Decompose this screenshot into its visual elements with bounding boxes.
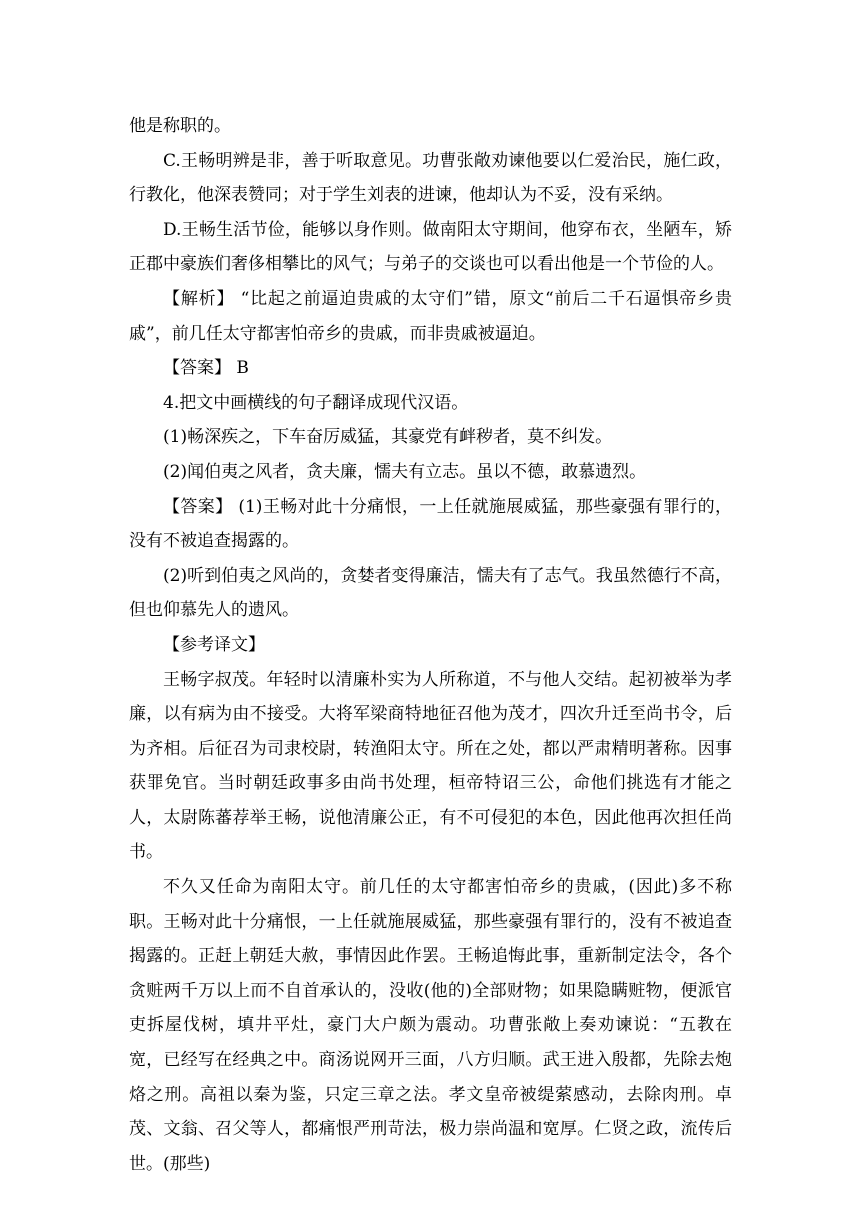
translation-paragraph-1: 王畅字叔茂。年轻时以清廉朴实为人所称道，不与他人交结。起初被举为孝廉，以有病为由不接受。大将军梁商特地征召他为茂才，四次升迁至尚书令，后为齐相。后征召为司隶校尉，转渔阳太守。所在之处，都以严肃精明著称。因事获罪免官。当时朝廷政事多由尚书处理，桓帝特诏三公，命他们挑选有才能之人，太尉陈蕃荐举王畅，说他清廉公正，有不可侵犯的本色，因此他再次担任尚书。 xyxy=(129,669,732,863)
answer-4-2: (2)听到伯夷之风尚的，贪婪者变得廉洁，懦夫有了志气。我虽然德行不高，但也仰慕先人的遗风。 xyxy=(129,565,732,621)
option-d: D.王畅生活节俭，能够以身作则。做南阳太守期间，他穿布衣，坐陋车，矫正郡中豪族们奢侈相攀比的风气；与弟子的交谈也可以看出他是一个节俭的人。 xyxy=(129,219,732,275)
answer-4-1: 【答案】 (1)王畅对此十分痛恨，一上任就施展威猛，那些豪强有罪行的，没有不被追查揭露的。 xyxy=(129,496,732,552)
translation-heading: 【参考译文】 xyxy=(163,634,265,655)
sentence-1: (1)畅深疾之，下车奋厉威猛，其豪党有衅秽者，莫不纠发。 xyxy=(163,427,613,448)
option-c: C.王畅明辨是非，善于听取意见。功曹张敞劝谏他要以仁爱治民，施仁政，行教化，他深表赞同；对于学生刘表的进谏，他却认为不妥，没有采纳。 xyxy=(129,150,732,206)
question-4: 4.把文中画横线的句子翻译成现代汉语。 xyxy=(163,392,469,413)
paragraph-continuation: 他是称职的。 xyxy=(129,116,231,136)
analysis: 【解析】 “比起之前逼迫贵戚的太守们”错，原文“前后二千石逼惧帝乡贵戚”，前几任太守都害怕帝乡的贵戚，而非贵戚被逼迫。 xyxy=(129,288,732,344)
sentence-2: (2)闻伯夷之风者，贪夫廉，懦夫有立志。虽以不德，敢慕遗烈。 xyxy=(163,461,647,482)
document-body xyxy=(129,109,732,1181)
answer-3: 【答案】 B xyxy=(163,358,249,379)
translation-paragraph-2: 不久又任命为南阳太守。前几任的太守都害怕帝乡的贵戚，(因此)多不称职。王畅对此十分痛恨，一上任就施展威猛，那些豪强有罪行的，没有不被追查揭露的。正赶上朝廷大赦，事情因此作罢。王畅追悔此事，重新制定法令，各个贪赃两千万以上而不自首承认的，没收(他的)全部财物；如果隐瞒赃物，便派官吏拆屋伐树，填井平灶，豪门大户颇为震动。功曹张敞上奏劝谏说：“五教在宽，已经写在经典之中。商汤说网开三面，八方归顺。武王进入殷都，先除去炮烙之刑。高祖以秦为鉴，只定三章之法。孝文皇帝被缇萦感动，去除肉刑。卓茂、文翁、召父等人，都痛恨严刑苛法，极力崇尚温和宽厚。仁贤之政，流传后世。(那些) xyxy=(129,877,732,1174)
